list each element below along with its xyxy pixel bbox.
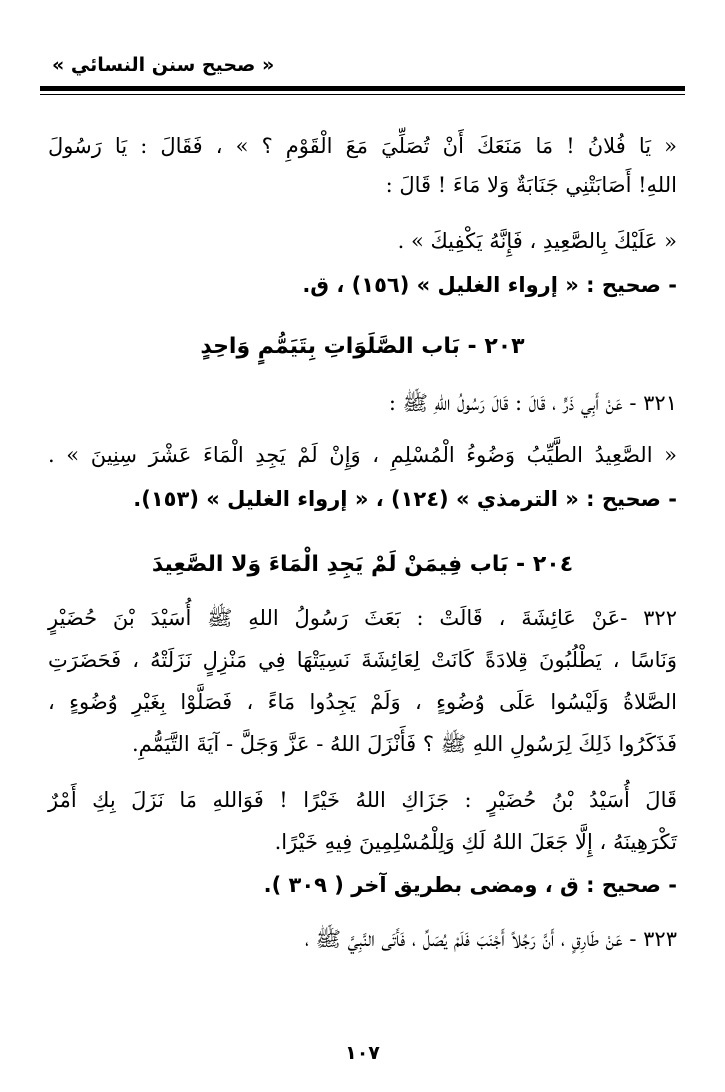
hadith-322-line: وَنَاسًا ، يَطْلُبُونَ قِلادَةً كَانَتْ لِعَائِشَةَ نَسِيَتْهَا فِي مَنْزِلٍ نَزَلَتْهُ ، فَحَضَرَتِ [48, 648, 677, 672]
hadith-322-line: تَكْرَهِينَهُ ، إِلَّا جَعَلَ اللهُ لَكِ وَلِلْمُسْلِمِينَ فِيهِ خَيْرًا. [274, 830, 677, 854]
page-number: ١٠٧ [345, 1042, 380, 1064]
running-header-title: « صحيح سنن النسائي » [52, 54, 275, 76]
header-rule-thick [40, 86, 685, 91]
chapter-heading: ٢٠٤ - بَاب فِيمَنْ لَمْ يَجِدِ الْمَاءَ وَلا الصَّعِيدَ [151, 552, 574, 577]
hadith-322-line: ٣٢٢ -عَنْ عَائِشَةَ ، قَالَتْ : بَعَثَ رَسُولُ اللهِ ﷺ أُسَيْدَ بْنَ حُضَيْرٍ [48, 606, 677, 630]
hadith-322-line: فَذَكَرُوا ذَلِكَ لِرَسُولِ اللهِ ﷺ ؟ فَأَنْزَلَ اللهُ - عَزَّ وَجَلَّ - آيَةَ التَّيَمُّمِ. [131, 732, 677, 756]
text-line: اللهِ! أَصَابَتْنِي جَنَابَةٌ وَلا مَاءَ ! قَالَ : [385, 173, 677, 197]
hadith-322-line: قَالَ أُسَيْدُ بْنُ حُضَيْرٍ : جَزَاكِ اللهُ خَيْرًا ! فَوَاللهِ مَا نَزَلَ بِكِ أَمْرٌ [48, 788, 677, 812]
chapter-heading: ٢٠٣ - بَاب الصَّلَوَاتِ بِتَيَمُّمٍ وَاحِدٍ [200, 334, 525, 359]
hadith-321-line: ٣٢١ - عَنْ أَبِي ذَرٍّ ، قَالَ : قَالَ رَسُولُ اللهِ ﷺ : [388, 391, 677, 415]
hadith-323-line: ٣٢٣ - عَنْ طَارِقٍ ، أَنَّ رَجُلاً أَجْنَبَ فَلَمْ يُصَلِّ ، فَأَتَى النَّبِيَّ ﷺ ، [304, 927, 677, 951]
grading-line: - صحيح : ق ، ومضى بطريق آخر ( ٣٠٩ ). [263, 873, 677, 897]
grading-line: - صحيح : « الترمذي » (١٢٤) ، « إرواء الغليل » (١٥٣). [133, 487, 677, 511]
text-line: « يَا فُلانُ ! مَا مَنَعَكَ أَنْ تُصَلِّيَ مَعَ الْقَوْمِ ؟ » ، فَقَالَ : يَا رَسُولَ [48, 134, 677, 158]
hadith-322-line: الصَّلاةُ وَلَيْسُوا عَلَى وُضُوءٍ ، وَلَمْ يَجِدُوا مَاءً ، فَصَلَّوْا بِغَيْرِ وُضُوءٍ ، [48, 690, 677, 714]
header-rule-thin [40, 94, 685, 95]
grading-line: - صحيح : « إرواء الغليل » (١٥٦) ، ق. [302, 273, 677, 297]
hadith-321-line: « الصَّعِيدُ الطَّيِّبُ وَضُوءُ الْمُسْلِمِ ، وَإِنْ لَمْ يَجِدِ الْمَاءَ عَشْرَ سِنِينَ » . [48, 443, 677, 467]
text-line: « عَلَيْكَ بِالصَّعِيدِ ، فَإِنَّهُ يَكْفِيكَ » . [397, 229, 677, 253]
